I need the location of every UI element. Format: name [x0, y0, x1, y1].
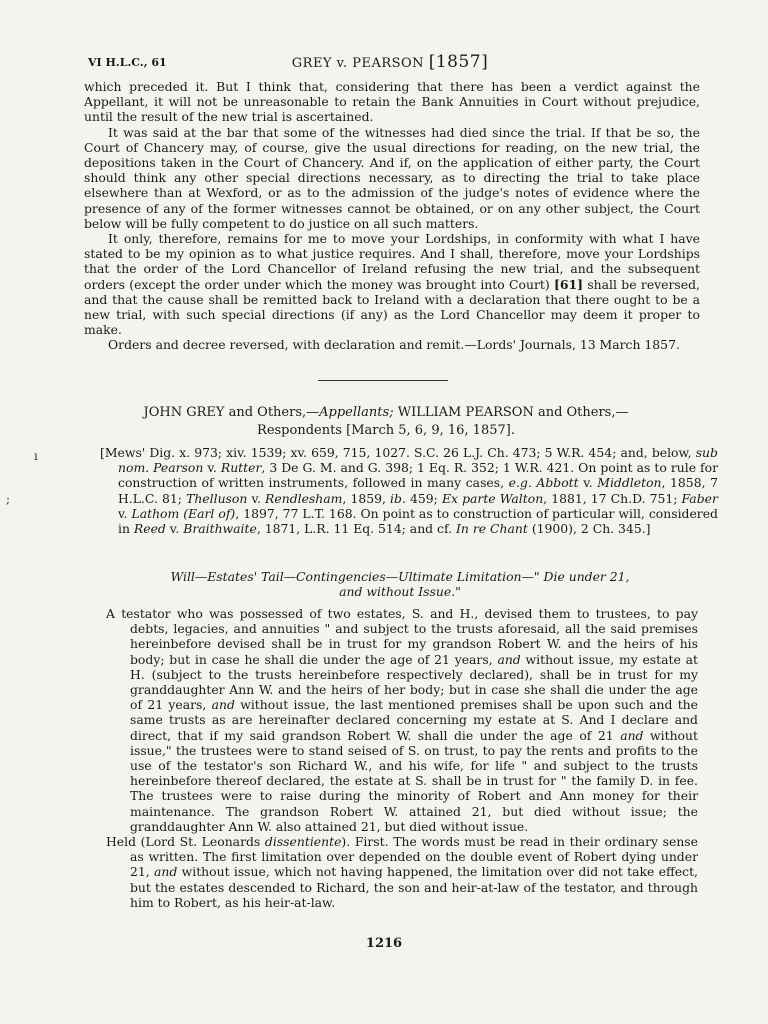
emphasis: and — [211, 697, 235, 713]
citation-text: , 1871, L.R. 11 Eq. 514; and cf. — [256, 521, 453, 537]
citation-italic: In re Chant — [456, 521, 528, 537]
text-run: ). First. The words must be read in their ordinary sense as written. The first limitation over depended on the double event of Robert dying under 21, — [130, 834, 698, 880]
citation-text: v. — [583, 475, 593, 491]
margin-mark: ı — [34, 449, 38, 463]
citation-italic: Middleton — [597, 475, 662, 491]
running-title — [88, 52, 692, 72]
appellants-role: Appellants; — [319, 405, 394, 420]
emphasis: and — [154, 864, 178, 880]
citation-text: , 1858, 7 H.L.C. 81; — [118, 475, 718, 506]
paragraph: which preceded it. But I think that, considering that there has been a verdict against the Appellant, it will not be unreasonable to retain the Bank Annuities in Court without prejudice, until the result of the new trial is ascertained. — [84, 79, 700, 125]
citation-text: , 1859, — [342, 490, 386, 506]
citation-italic: sub nom. Pearson — [118, 445, 718, 476]
citation-italic: Lathom (Earl of) — [131, 505, 236, 521]
emphasis: dissentiente — [264, 834, 342, 850]
section-divider — [318, 380, 448, 381]
headnote-facts — [106, 606, 698, 834]
respondents-line: Respondents [March 5, 6, 9, 16, 1857]. — [257, 423, 515, 438]
headnote — [106, 606, 698, 910]
text-run: without issue, my estate at H. (subject to the trusts hereinbefore respectively declared), shall be in trust for my granddaughter Ann W. and the heirs of her body; but in case she shall die under the age of 21 years, — [130, 651, 698, 713]
citation-text: , 1881, 17 Ch.D. 751; — [543, 490, 678, 506]
catchwords — [110, 569, 690, 599]
case-title — [96, 404, 676, 440]
citation-italic: Rendlesham — [265, 490, 343, 506]
citation-text: (1900), 2 Ch. 345.] — [531, 521, 651, 537]
citation-italic: Faber — [681, 490, 718, 506]
text-run: without issue," the trustees were to stand seised of S. on trust, to pay the rents and profits to the use of the testator's son Richard W., and his wife, for life " and subject to the trusts hereinbefore thereof declared, the estate at S. shall be in trust for " the family D. in fee. The trustees were to raise during the minority of Robert and Ann money for their maintenance. The grandson Robert W. attained 21, but died without issue; the granddaughter Ann W. also attained 21, but died without issue. — [130, 727, 698, 834]
citation-text: , 1897, 77 L.T. 168. On point as to construction of particular will, considered in — [118, 505, 718, 537]
emphasis: and — [620, 727, 644, 743]
citation-text: v. — [251, 490, 261, 506]
citation-italic: e.g. Abbott — [508, 475, 579, 491]
catchwords-line: Will—Estates' Tail—Contingencies—Ultimate Limitation—" Die under 21, — [170, 569, 630, 584]
citation-text: v. — [169, 521, 180, 537]
citation-text: v. — [118, 505, 128, 521]
citation-italic: ib. — [390, 490, 406, 506]
disposition-paragraph: Orders and decree reversed, with declaration and remit.—Lords' Journals, 13 March 1857. — [108, 337, 680, 353]
text-run: shall be reversed, and that the cause shall be remitted back to Ireland with a declaration that there ought to be a new trial, with such special directions (if any) as the Lord Chancellor may deem it proper to make. — [84, 276, 700, 338]
running-head — [88, 52, 692, 76]
citations-block — [100, 445, 718, 536]
emphasis: and — [497, 651, 521, 667]
text-run: Held (Lord St. Leonards — [106, 834, 261, 850]
text-run: It only, therefore, remains for me to move your Lordships, in conformity with what I have stated to be my opinion as to what justice requires. And I shall, therefore, move your Lordships that the order of the Lord Chancellor of Ireland refusing the new trial, and the subsequent orders (except the order under which the money was brought into Court) — [84, 231, 700, 292]
citation-italic: Rutter — [220, 460, 262, 476]
margin-mark: ; — [6, 492, 11, 506]
citation-text: 459; — [410, 490, 438, 506]
citation-italic: Thelluson — [186, 490, 248, 506]
report-reference: VI H.L.C., 61 — [88, 56, 167, 69]
case-short-title: GREY v. PEARSON — [291, 56, 425, 71]
citation-text: v. — [207, 460, 217, 476]
citation-italic: Braithwaite — [183, 521, 257, 537]
paragraph: It was said at the bar that some of the witnesses had died since the trial. If that be so, the Court of Chancery may, of course, give the usual directions for reading, on the new trial, the depositions taken in the Court of Chancery. And if, on the application of either party, the Court should think any other special directions necessary, as to directing the trial to take place elsewhere than at Wexford, or as to the admission of the judge's notes of evidence where the presence of any of the former witnesses cannot be obtained, or on any other subject, the Court below will be fully competent to do justice on all such matters. — [84, 124, 700, 231]
text-run: without issue, the last mentioned premises shall be upon such and the same trusts as are hereinafter declared concerning my estate at S. And I declare and direct, that if my said grandson Robert W. shall die under the age of 21 — [130, 697, 698, 743]
citation-italic: Ex parte Walton — [441, 490, 544, 506]
headnote-held — [106, 834, 698, 910]
catchwords-line: and without Issue." — [339, 584, 461, 600]
page-marker: [61] — [554, 276, 583, 292]
page-number: 1216 — [365, 936, 403, 951]
respondents: WILLIAM PEARSON and Others,— — [397, 405, 629, 420]
text-run: A testator who was possessed of two estates, S. and H., devised them to trustees, to pay debts, legacies, and annuities " and subject to the trusts aforesaid, all the said premises hereinbefore devised shall be in trust for my grandson Robert W. and the heirs of his body; but in case he shall die under the age of 21 years, — [106, 606, 698, 667]
citation-italic: Reed — [133, 521, 166, 537]
citation-text: , 3 De G. M. and G. 398; 1 Eq. R. 352; 1 W.R. 421. On point as to rule for construction of written instruments, followed in many cases, — [118, 460, 718, 491]
judgment-text — [84, 79, 700, 353]
paragraph — [84, 231, 700, 337]
report-year: [1857] — [428, 52, 489, 72]
appellants: JOHN GREY and Others,— — [143, 405, 320, 420]
citation-text: [Mews' Dig. x. 973; xiv. 1539; xv. 659, 715, 1027. S.C. 26 L.J. Ch. 473; 5 W.R. 454; and, below, — [100, 445, 692, 460]
text-run: without issue, which not having happened, the limitation over did not take effect, but the estates descended to Richard, the son and heir-at-law of the testator, and through him to Robert, as his heir-at-law. — [130, 864, 698, 910]
